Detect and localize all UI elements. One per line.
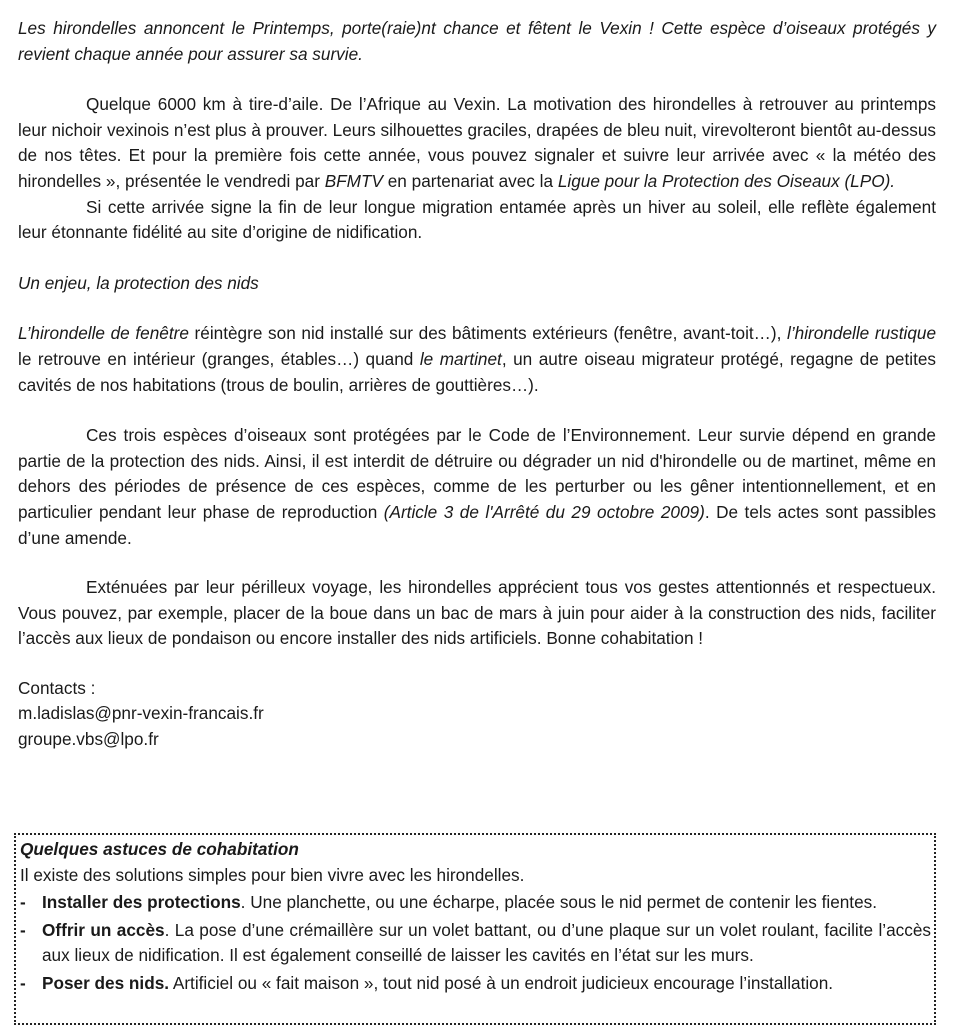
- bfmtv-name: BFMTV: [324, 170, 383, 191]
- legal-reference: (Article 3 de l'Arrêté du 29 octobre 2009): [383, 501, 705, 522]
- tip-item: - Poser des nids. Artificiel ou « fait maison », tout nid posé à un endroit judicieux encourage l’installation.: [20, 971, 931, 997]
- list-dash: -: [20, 972, 26, 993]
- paragraph-5: Exténuées par leur périlleux voyage, les hirondelles apprécient tous vos gestes attentionnés et respectueux. Vous pouvez, par exemple, placer de la boue dans un bac de mars à juin pour aider à la construction des nids, faciliter l’accès aux lieux de pondaison ou encore installer des nids artificiels. Bonne cohabitation !: [18, 577, 936, 649]
- drop-letter: Q: [86, 94, 100, 115]
- tip-item: - Offrir un accès. La pose d’une crémaillère sur un volet battant, ou d’une plaque sur un volet roulant, facilite l’accès aux lieux de nidification. Il est également conseillé de laisser les cavités en l’état sur les murs.: [20, 919, 932, 966]
- paragraph-1: Quelque 6000 km à tire-d’aile. De l’Afrique au Vexin. La motivation des hirondelles à retrouver au printemps leur nichoir vexinois n’est plus à prouver. Leurs silhouettes graciles, drapées de bleu nuit, virevolteront bientôt au-dessus de nos têtes. Et pour la première fois cette année, vous pouvez signaler et suivre leur arrivée avec « la météo des hirondelles », présentée le vendredi par BFMTV en partenariat avec la Ligue pour la Protection des Oiseaux (LPO).: [18, 94, 936, 191]
- list-dash: -: [20, 919, 26, 940]
- contact-email-2[interactable]: groupe.vbs@lpo.fr: [18, 729, 159, 750]
- section-subheading: Un enjeu, la protection des nids: [18, 272, 259, 293]
- tips-box: [14, 833, 936, 1025]
- article: [18, 16, 936, 753]
- paragraph-3: L’hirondelle de fenêtre réintègre son nid installé sur des bâtiments extérieurs (fenêtre, avant-toit…), l’hirondelle rustique le retrouve en intérieur (granges, étables…) quand le martinet, un autre oiseau migrateur protégé, regagne de petites cavités de nos habitations (trous de boulin, arrières de gouttières…).: [18, 323, 936, 395]
- paragraph-2: Si cette arrivée signe la fin de leur longue migration entamée après un hiver au soleil, elle reflète également leur étonnante fidélité au site d’origine de nidification.: [18, 196, 936, 243]
- list-dash: -: [20, 892, 26, 913]
- paragraph-4: Ces trois espèces d’oiseaux sont protégées par le Code de l’Environnement. Leur survie dépend en grande partie de la protection des nids. Ainsi, il est interdit de détruire ou dégrader un nid d'hirondelle ou de martinet, même en dehors des périodes de présence de ces espèces, comme de les perturber ou les gêner intentionnellement, et en particulier pendant leur phase de reproduction (Article 3 de l'Arrêté du 29 octobre 2009). De tels actes sont passibles d’une amende.: [18, 425, 936, 548]
- tips-lead: Il existe des solutions simples pour bien vivre avec les hirondelles.: [20, 864, 525, 885]
- tips-title: Quelques astuces de cohabitation: [20, 839, 299, 859]
- tips-list: [20, 890, 931, 996]
- intro-paragraph: Les hirondelles annoncent le Printemps, porte(raie)nt chance et fêtent le Vexin ! Cette espèce d’oiseaux protégés y revient chaque année pour assurer sa survie.: [18, 18, 936, 64]
- contact-email-1[interactable]: m.ladislas@pnr-vexin-francais.fr: [18, 703, 264, 724]
- contacts-label: Contacts :: [18, 677, 96, 698]
- contacts-block: [18, 676, 936, 753]
- tip-item: - Installer des protections. Une planchette, ou une écharpe, placée sous le nid permet de contenir les fientes.: [20, 890, 931, 916]
- lpo-name: Ligue pour la Protection des Oiseaux (LPO).: [557, 170, 896, 191]
